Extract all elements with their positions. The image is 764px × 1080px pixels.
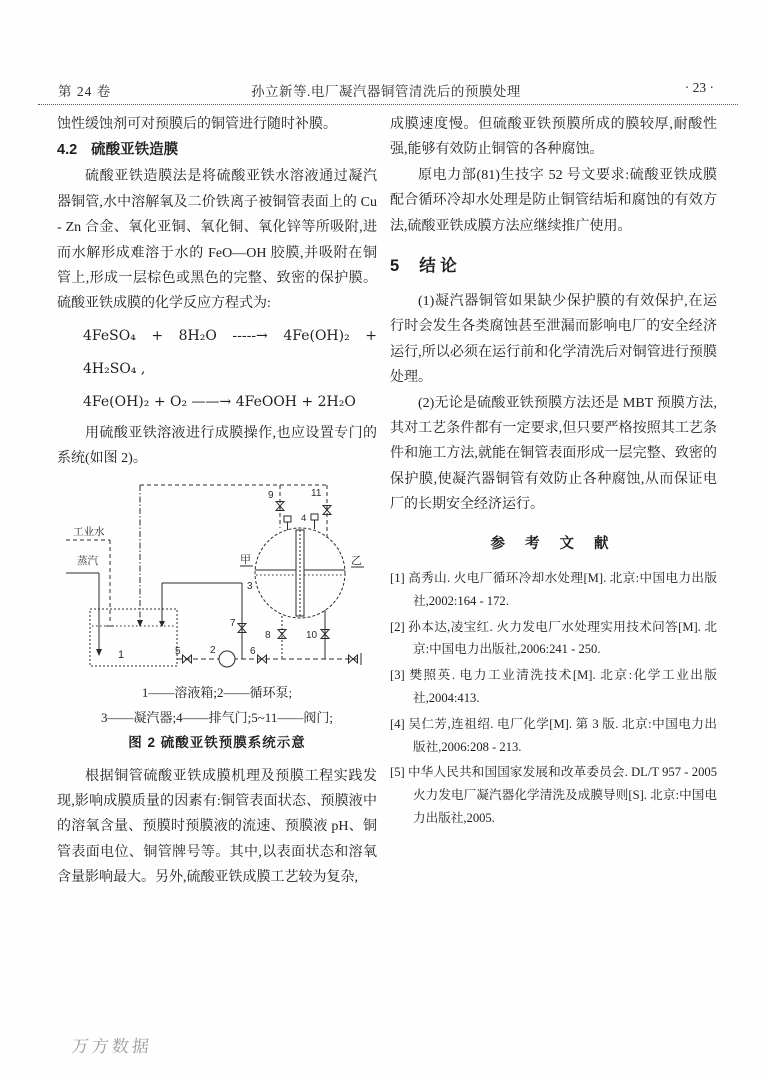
figure-pipework xyxy=(66,485,364,667)
wanfang-watermark: 万方数据 xyxy=(70,1037,153,1056)
label-industrial-water: 工业水 xyxy=(73,525,105,538)
label-valve-7: 7 xyxy=(230,617,236,629)
references-heading: 参 考 文 献 xyxy=(490,535,617,552)
label-tank-1: 1 xyxy=(118,648,125,661)
figure-labels xyxy=(73,488,362,661)
label-side-a: 甲 xyxy=(240,553,251,566)
section-5-heading xyxy=(390,251,717,281)
label-valve-6: 6 xyxy=(250,645,256,657)
page-number: · 23 · xyxy=(684,80,714,95)
label-valve-10: 10 xyxy=(306,629,318,641)
page-header xyxy=(40,80,732,102)
section-4-2-title: 硫酸亚铁造膜 xyxy=(91,142,179,159)
paragraph-system-note: 用硫酸亚铁溶液进行成膜操作,也应设置专门的系统(如图 2)。 xyxy=(57,425,377,467)
reference-item: [3] 樊照英. 电力工业清洗技术[M]. 北京:化学工业出版社,2004:413. xyxy=(390,668,717,706)
reference-item: [2] 孙本达,凌宝红. 火力发电厂水处理实用技术问答[M]. 北京:中国电力出版社,2006:241 - 250. xyxy=(390,619,717,657)
left-column xyxy=(57,112,377,891)
conclusion-item-2: (2)无论是硫酸亚铁预膜方法还是 MBT 预膜方法,其对工艺条件都有一定要求,但只要严格按照其工艺条件和施工方法,就能在铜管表面形成一层完整、致密的保护膜,使凝汽器铜管有效防止各种腐蚀,从而保证电厂的长期安全经济运行。 xyxy=(390,395,717,513)
references-list xyxy=(390,567,717,830)
paragraph-film-factors: 根据铜管硫酸亚铁成膜机理及预膜工程实践发现,影响成膜质量的因素有:铜管表面状态、预膜液中的溶氧含量、预膜时预膜液的流速、预膜液 pH、铜管表面电位、铜管牌号等。其中,以表面状态和溶氧含量影响最大。另外,硫酸亚铁成膜工艺较为复杂, xyxy=(57,768,377,886)
label-valve-5: 5 xyxy=(175,645,181,657)
section-4-2-heading xyxy=(57,137,377,164)
section-4-2-number: 4.2 xyxy=(57,142,78,159)
figure-legend-line-1: 1——溶液箱;2——循环泵; xyxy=(141,684,293,700)
reference-item: [4] 吴仁芳,连祖绍. 电厂化学[M]. 第 3 版. 北京:中国电力出版社,2006:208 - 213. xyxy=(390,716,717,754)
label-steam: 蒸汽 xyxy=(77,554,98,567)
label-valve-11: 11 xyxy=(311,487,322,499)
label-side-b: 乙 xyxy=(351,554,362,567)
paragraph-film-merits: 成膜速度慢。但硫酸亚铁预膜所成的膜较厚,耐酸性强,能够有效防止铜管的各种腐蚀。 xyxy=(390,117,717,158)
reference-item: [5] 中华人民共和国国家发展和改革委员会. DL/T 957 - 2005 火力发电厂凝汽器化学清洗及成膜导则[S]. 北京:中国电力出版社,2005. xyxy=(390,765,717,826)
label-vent-4: 4 xyxy=(301,512,307,524)
chemical-equations xyxy=(57,320,377,419)
figure-legend xyxy=(57,680,377,730)
reference-item: [1] 高秀山. 火电厂循环冷却水处理[M]. 北京:中国电力出版社,2002:164 - 172. xyxy=(390,571,717,608)
equation-1: 4FeSO₄ + 8H₂O -----→ 4Fe(OH)₂ + 4H₂SO₄ , xyxy=(83,327,377,377)
header-rule xyxy=(38,104,738,105)
figure-2-diagram xyxy=(64,476,370,674)
section-5-number: 5 xyxy=(390,257,400,276)
section-5-title: 结 论 xyxy=(419,257,457,276)
label-valve-8: 8 xyxy=(265,629,271,641)
volume-label: 第 24 卷 xyxy=(58,84,112,99)
label-pump-2: 2 xyxy=(210,644,216,656)
label-condenser-3: 3 xyxy=(247,580,253,592)
conclusion-item-1: (1)凝汽器铜管如果缺少保护膜的有效保护,在运行时会发生各类腐蚀甚至泄漏而影响电厂的安全经济运行,所以必须在运行前和化学清洗后对铜管进行预膜处理。 xyxy=(390,294,717,386)
paragraph-film-mechanism: 硫酸亚铁造膜法是将硫酸亚铁水溶液通过凝汽器铜管,水中溶解氧及二价铁离子被铜管表面上的 Cu - Zn 合金、氧化亚铜、氧化铜、氧化锌等所吸附,进而水解形成难溶于水的 FeO—OH 胶膜,并吸附在铜管上,形成一层棕色或黑色的完整、致密的保护膜。硫酸亚铁成膜的化学反应方程式为: xyxy=(57,169,377,312)
right-column xyxy=(390,112,717,833)
paragraph-ministry-document: 原电力部(81)生技字 52 号文要求:硫酸亚铁成膜配合循环冷却水处理是防止铜管结垢和腐蚀的有效方法,硫酸亚铁成膜方法应继续推广使用。 xyxy=(390,167,717,234)
figure-caption: 图 2 硫酸亚铁预膜系统示意 xyxy=(128,734,306,750)
label-valve-9: 9 xyxy=(268,489,274,501)
figure-legend-line-2: 3——凝汽器;4——排气门;5~11——阀门; xyxy=(101,709,333,725)
paragraph-carryover: 蚀性缓蚀剂可对预膜后的铜管进行随时补膜。 xyxy=(57,117,337,132)
figure-2 xyxy=(57,476,377,756)
running-title: 孙立新等.电厂凝汽器铜管清洗后的预膜处理 xyxy=(251,84,521,99)
equation-2: 4Fe(OH)₂ + O₂ ——→ 4FeOOH + 2H₂O xyxy=(83,393,356,410)
